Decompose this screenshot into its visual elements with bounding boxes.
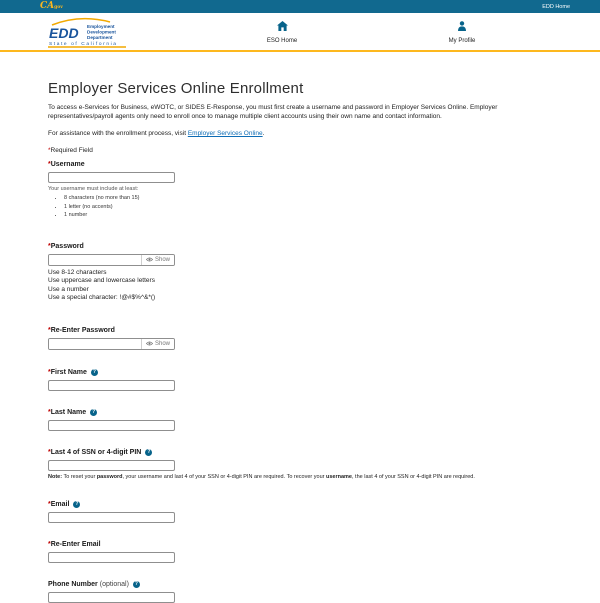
edd-logo-acronym: EDD — [49, 25, 79, 41]
page-title: Employer Services Online Enrollment — [48, 80, 304, 97]
last-name-help-icon[interactable]: ? — [92, 409, 96, 415]
nav-my-profile-label: My Profile — [448, 38, 476, 44]
reenter-email-input[interactable] — [48, 552, 175, 563]
first-name-input[interactable] — [48, 380, 175, 391]
show-reenter-password-button[interactable] — [141, 339, 174, 349]
username-label: * Username — [48, 161, 85, 168]
email-label: * Email ? — [48, 500, 79, 508]
person-icon — [457, 21, 467, 31]
first-name-label: * First Name ? — [48, 368, 96, 376]
email-help-icon[interactable]: ? — [75, 501, 79, 507]
reenter-email-field-group — [48, 541, 552, 563]
reenter-password-input[interactable] — [49, 339, 141, 349]
password-rules — [48, 269, 552, 303]
password-field-group — [48, 243, 552, 303]
last-name-input[interactable] — [48, 420, 175, 431]
ssn-pin-label: * Last 4 of SSN or 4-digit PIN ? — [48, 448, 151, 456]
password-input-group — [48, 254, 175, 266]
nav-eso-home-label: ESO Home — [266, 38, 298, 44]
username-requirements-list — [48, 195, 552, 219]
ssn-pin-note: Note: To reset your password, your username and last 4 of your SSN or 4-digit PIN are required. To recover your username, the last 4 of your SSN or 4-digit PIN are required. — [48, 473, 475, 480]
nav-my-profile[interactable] — [427, 18, 497, 44]
employer-services-online-link[interactable]: Employer Services Online — [187, 130, 263, 137]
main-content — [0, 80, 600, 603]
username-requirement: • 1 number — [64, 212, 552, 219]
last-name-label: * Last Name ? — [48, 408, 96, 416]
edd-logo[interactable] — [48, 17, 128, 53]
email-field-group — [48, 501, 552, 523]
password-label: * Password — [48, 242, 84, 250]
show-reenter-password-label: Show — [154, 340, 170, 347]
username-hint: Your username must include at least: — [48, 186, 139, 192]
assistance-line — [48, 129, 552, 138]
edd-logo-tagline: State of California — [49, 42, 118, 47]
eye-icon — [146, 341, 153, 346]
site-header — [0, 13, 600, 52]
ssn-pin-field-group — [48, 449, 552, 481]
nav-eso-home[interactable] — [247, 18, 317, 44]
top-utility-bar — [0, 0, 600, 13]
username-input[interactable] — [48, 172, 175, 183]
username-requirement: • 8 characters (no more than 15) — [64, 195, 552, 202]
ssn-pin-input[interactable] — [48, 460, 175, 471]
reenter-password-label: * Re-Enter Password — [48, 326, 115, 334]
phone-help-icon[interactable]: ? — [134, 581, 138, 587]
phone-input[interactable] — [48, 592, 175, 603]
phone-label: Phone Number (optional) ? — [48, 580, 138, 588]
eye-icon — [146, 257, 153, 262]
show-password-label: Show — [154, 256, 170, 263]
ssn-pin-help-icon[interactable]: ? — [147, 449, 151, 455]
edd-logo-dept1: Employment — [87, 24, 115, 29]
password-rule: Use a special character: !@#$%^&*() — [48, 294, 156, 301]
show-password-button[interactable] — [141, 255, 174, 265]
password-rule: Use uppercase and lowercase letters — [48, 277, 155, 284]
username-requirement: • 1 letter (no accents) — [64, 204, 552, 211]
reenter-email-label: * Re-Enter Email — [48, 540, 101, 548]
ca-gov-logo[interactable] — [40, 2, 63, 11]
edd-logo-dept2: Development — [87, 29, 116, 35]
reenter-password-input-group — [48, 338, 175, 350]
email-input[interactable] — [48, 512, 175, 523]
ca-gov-logo-suffix: gov — [54, 5, 63, 10]
home-icon — [277, 21, 288, 31]
required-field-note: *Required Field — [48, 147, 93, 154]
intro-paragraph: To access e-Services for Business, eWOTC, or SIDES E-Response, you must first create a username and password in Employer Services Online. Employer representatives/payroll agents only need to enroll once to manage multiple client accounts using their own name and contact information. — [48, 104, 498, 120]
edd-logo-graphic — [48, 17, 128, 48]
assistance-suffix: . — [262, 130, 265, 137]
assistance-prefix: For assistance with the enrollment process, visit — [48, 130, 188, 137]
last-name-field-group — [48, 409, 552, 431]
first-name-help-icon[interactable]: ? — [92, 369, 96, 375]
first-name-field-group — [48, 369, 552, 391]
reenter-password-field-group — [48, 327, 552, 350]
password-input[interactable] — [49, 255, 141, 265]
phone-field-group — [48, 581, 552, 603]
edd-home-link[interactable]: EDD Home — [542, 3, 570, 10]
username-field-group — [48, 161, 552, 219]
edd-logo-dept3: Department — [87, 35, 113, 40]
password-rule: Use a number — [48, 285, 89, 293]
password-rule: Use 8-12 characters — [48, 268, 107, 276]
ca-gov-logo-text: CA — [40, 1, 55, 11]
